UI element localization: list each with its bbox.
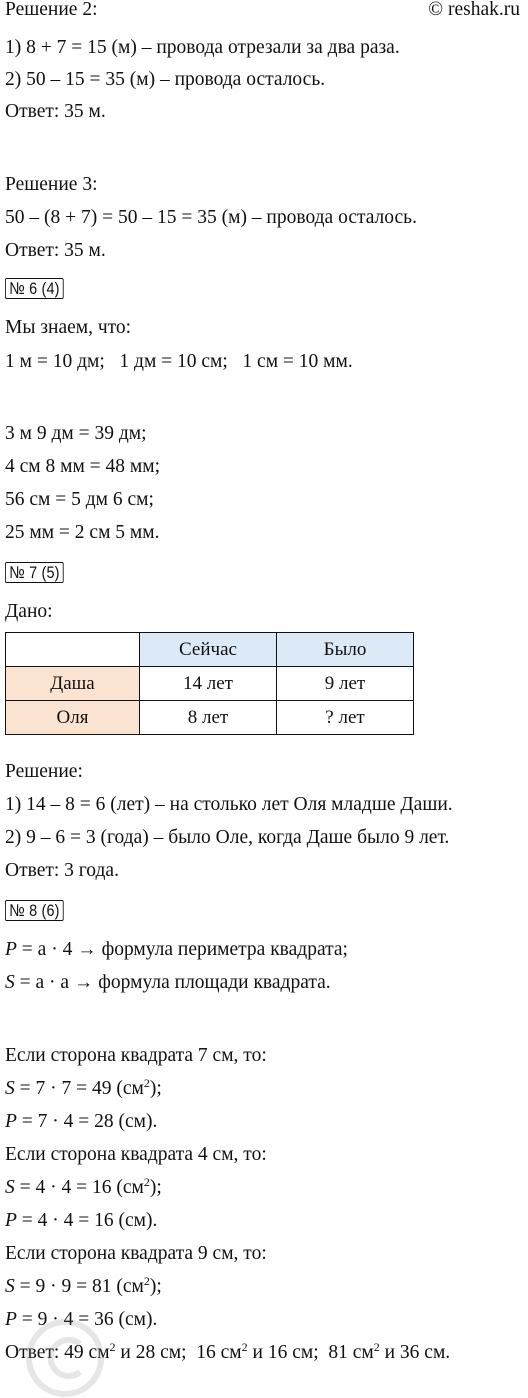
case9-perimeter: P = 9 · 4 = 36 (см). [5, 1309, 158, 1330]
s2-line1: 1) 8 + 7 = 15 (м) – провода отрезали за два раза. [5, 37, 400, 58]
task7-answer: Ответ: 3 года. [5, 860, 119, 881]
task7-solution-title: Решение: [5, 761, 83, 782]
task8-perimeter-formula: P = a · 4 → формула периметра квадрата; [5, 939, 348, 960]
row-dasha-was: 9 лет [277, 667, 414, 701]
row-dasha-now: 14 лет [140, 667, 277, 701]
s3-title: Решение 3: [5, 174, 98, 195]
case7-perimeter: P = 7 · 4 = 28 (см). [5, 1111, 158, 1132]
row-olya-name: Оля [6, 701, 140, 735]
task7-given: Дано: [5, 601, 53, 622]
case9-heading: Если сторона квадрата 9 см, то: [5, 1243, 267, 1264]
table-row [6, 667, 414, 701]
case4-perimeter: P = 4 · 4 = 16 (см). [5, 1210, 158, 1231]
watermark-logo-icon [8, 1300, 123, 1398]
case4-heading: Если сторона квадрата 4 см, то: [5, 1144, 267, 1165]
s3-answer: Ответ: 35 м. [5, 240, 106, 261]
s3-line1: 50 – (8 + 7) = 50 – 15 = 35 (м) – провода осталось. [5, 207, 417, 228]
task6-result4: 25 мм = 2 см 5 мм. [5, 522, 160, 543]
task6-result3: 56 см = 5 дм 6 см; [5, 489, 154, 510]
task8-answer: Ответ: 49 $см^2$ и 28 см; 16 $см^2$ и 16 см; 81 $см^2$ и 36 см. [5, 1340, 451, 1363]
task6-label: № 6 (4) [5, 278, 64, 299]
row-olya-now: 8 лет [140, 701, 277, 735]
task6-facts: 1 м = 10 дм; 1 дм = 10 см; 1 см = 10 мм. [5, 351, 353, 372]
task7-line1: 1) 14 – 8 = 6 (лет) – на столько лет Оля младше Даши. [5, 794, 453, 815]
case7-heading: Если сторона квадрата 7 см, то: [5, 1045, 267, 1066]
header-was: Было [277, 633, 414, 667]
table-corner-cell [6, 633, 140, 667]
table-row [6, 701, 414, 735]
copyright: © reshak.ru [428, 0, 520, 20]
task6-result1: 3 м 9 дм = 39 дм; [5, 423, 147, 444]
case9-area: S = 9 · 9 = 81 $(см^2)$; [5, 1274, 162, 1297]
task8-label: № 8 (6) [5, 900, 64, 921]
case7-area: S = 7 · 7 = 49 $(см^2)$; [5, 1076, 162, 1099]
row-olya-was: ? лет [277, 701, 414, 735]
table-row [6, 633, 414, 667]
task7-line2: 2) 9 – 6 = 3 (года) – было Оле, когда Даше было 9 лет. [5, 827, 450, 848]
task6-intro: Мы знаем, что: [5, 317, 132, 338]
task8-area-formula: S = a · a → формула площади квадрата. [5, 972, 331, 993]
task7-label: № 7 (5) [5, 562, 64, 583]
s2-answer: Ответ: 35 м. [5, 101, 106, 122]
task6-result2: 4 см 8 мм = 48 мм; [5, 456, 161, 477]
row-dasha-name: Даша [6, 667, 140, 701]
case4-area: S = 4 · 4 = 16 $(см^2)$; [5, 1175, 162, 1198]
s2-line2: 2) 50 – 15 = 35 (м) – провода осталось. [5, 69, 326, 90]
solution2-title: Решение 2: [5, 0, 98, 20]
given-table [5, 632, 414, 735]
header-now: Сейчас [140, 633, 277, 667]
